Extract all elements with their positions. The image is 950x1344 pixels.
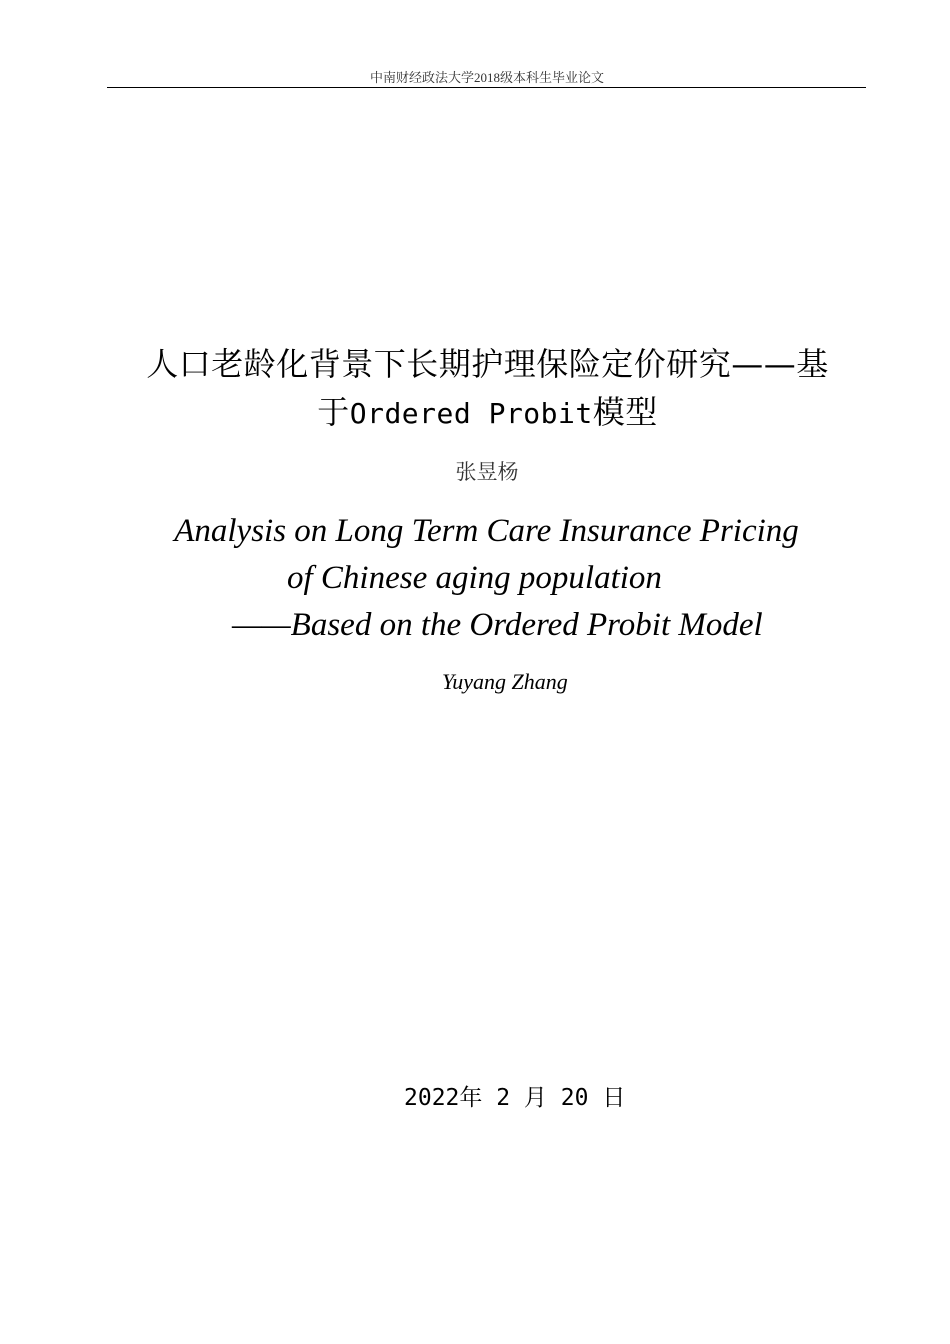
chinese-title-line-2-prefix: 于 [317, 393, 350, 431]
chinese-author: 张昱杨 [455, 460, 519, 484]
chinese-title-line-2-latin: Ordered Probit [349, 397, 593, 430]
submission-date: 2022年 2 月 20 日 [404, 1085, 626, 1111]
english-title [100, 508, 875, 649]
english-title-line-1: Analysis on Long Term Care Insurance Pricing [174, 513, 799, 549]
chinese-title-line-2 [100, 388, 875, 438]
english-title-line-3: ——Based on the Ordered Probit Model [232, 607, 763, 643]
english-author: Yuyang Zhang [442, 669, 568, 694]
running-header: 中南财经政法大学2018级本科生毕业论文 [369, 70, 604, 85]
chinese-title-line-2-suffix: 模型 [592, 393, 658, 431]
chinese-title [100, 340, 875, 438]
chinese-title-line-1: 人口老龄化背景下长期护理保险定价研究——基 [146, 345, 829, 383]
english-title-line-2: of Chinese aging population [287, 560, 662, 596]
header-rule [107, 87, 866, 88]
